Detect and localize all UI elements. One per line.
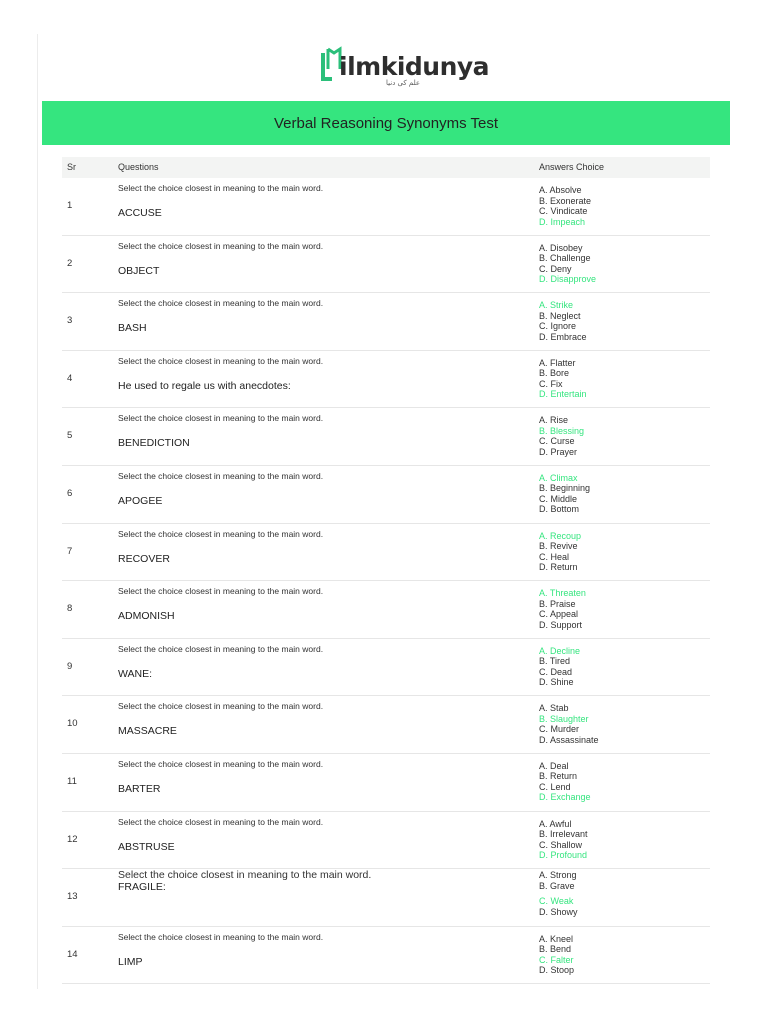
answer-option: C. Shallow: [539, 839, 583, 850]
row-number: 8: [67, 603, 73, 615]
answer-choices: [539, 531, 581, 573]
answer-option: B. Irrelevant: [539, 829, 588, 840]
answer-option: D. Support: [539, 619, 583, 630]
correct-answer-option: C. Weak: [539, 896, 574, 907]
answer-option: C. Dead: [539, 666, 573, 677]
answer-option: C. Ignore: [539, 321, 577, 332]
answer-option: C. Fix: [539, 378, 563, 389]
correct-answer-option: D. Impeach: [539, 216, 586, 227]
correct-answer-option: A. Climax: [539, 472, 578, 483]
row-number: 2: [67, 257, 73, 269]
answer-option: C. Middle: [539, 493, 578, 504]
question-word: ADMONISH: [118, 610, 175, 623]
answer-choices: [539, 588, 586, 630]
row-number: 3: [67, 315, 73, 327]
question-word: LIMP: [118, 955, 143, 968]
row-number: 7: [67, 545, 73, 557]
answer-option: B. Return: [539, 771, 578, 782]
answer-option: C. Appeal: [539, 609, 579, 620]
answer-choices: [539, 243, 596, 285]
question-word: APOGEE: [118, 494, 163, 507]
row-number: 11: [67, 775, 77, 787]
answer-option: A. Disobey: [539, 242, 583, 253]
question-prompt: Select the choice closest in meaning to the main word.: [118, 470, 324, 481]
table-row: [62, 869, 710, 927]
correct-answer-option: D. Exchange: [539, 792, 591, 803]
logo-subtitle: علم کی دنیا: [386, 79, 421, 87]
answer-option: B. Grave: [539, 880, 575, 891]
answer-choices: [539, 870, 578, 917]
correct-answer-option: B. Blessing: [539, 425, 585, 436]
answer-choices: [539, 646, 580, 688]
answer-option: D. Embrace: [539, 331, 587, 342]
answer-option: C. Lend: [539, 781, 571, 792]
answer-option: C. Curse: [539, 436, 575, 447]
question-prompt: Select the choice closest in meaning to the main word.: [118, 586, 324, 597]
question-prompt: Select the choice closest in meaning to the main word.: [118, 643, 324, 654]
answer-option: C. Heal: [539, 551, 570, 562]
question-word: FRAGILE:: [118, 881, 166, 894]
correct-answer-option: A. Recoup: [539, 530, 582, 541]
row-number: 14: [67, 948, 78, 960]
row-number: 13: [67, 891, 78, 903]
question-word: OBJECT: [118, 264, 160, 277]
question-word: RECOVER: [118, 552, 170, 565]
table-row: [62, 408, 710, 466]
answer-option: B. Bend: [539, 944, 572, 955]
page-title: Verbal Reasoning Synonyms Test: [273, 114, 499, 132]
answer-choices: [539, 761, 591, 803]
table-row: [62, 639, 710, 697]
answer-option: A. Flatter: [539, 357, 576, 368]
row-number: 10: [67, 718, 78, 730]
question-prompt: Select the choice closest in meaning to the main word.: [118, 931, 324, 942]
question-word: BASH: [118, 322, 147, 335]
question-prompt: Select the choice closest in meaning to the main word.: [118, 183, 324, 193]
answer-option: A. Strong: [539, 870, 577, 881]
answer-choices: [539, 415, 584, 457]
answer-option: A. Awful: [539, 818, 572, 829]
answer-option: B. Beginning: [539, 483, 591, 494]
question-word: ACCUSE: [118, 207, 162, 219]
question-prompt: Select the choice closest in meaning to the main word.: [118, 701, 324, 712]
table-row: [62, 927, 710, 985]
table-row: [62, 351, 710, 409]
answer-option: D. Assassinate: [539, 734, 599, 745]
answer-option: A. Rise: [539, 415, 569, 426]
table-row: [62, 581, 710, 639]
answer-option: D. Stoop: [539, 965, 575, 976]
answer-option: B. Bore: [539, 368, 570, 379]
row-number: 4: [67, 372, 73, 384]
answer-choices: [539, 703, 599, 745]
table-header: [62, 157, 710, 178]
answer-option: A. Stab: [539, 703, 569, 714]
question-word: BENEDICTION: [118, 437, 190, 450]
correct-answer-option: A. Threaten: [539, 588, 586, 599]
table-row: [62, 754, 710, 812]
question-prompt: Select the choice closest in meaning to the main word.: [118, 355, 324, 366]
answer-option: D. Prayer: [539, 446, 578, 457]
correct-answer-option: B. Slaughter: [539, 713, 589, 724]
answer-option: D. Return: [539, 562, 578, 573]
question-prompt: Select the choice closest in meaning to the main word.: [118, 758, 324, 769]
table-row: [62, 524, 710, 582]
page-edge: [37, 34, 38, 989]
correct-answer-option: C. Falter: [539, 954, 574, 965]
header-questions: Questions: [118, 162, 159, 172]
answer-option: D. Bottom: [539, 504, 580, 515]
site-logo[interactable]: [320, 45, 490, 91]
answer-choices: [539, 358, 587, 400]
row-number: 5: [67, 430, 73, 442]
answer-option: B. Challenge: [539, 253, 591, 264]
table-row: [62, 696, 710, 754]
row-number: 1: [67, 200, 73, 211]
answer-option: C. Deny: [539, 263, 572, 274]
answer-option: C. Murder: [539, 724, 580, 735]
answer-choices: [539, 934, 574, 976]
question-prompt: Select the choice closest in meaning to the main word.: [118, 298, 324, 309]
question-prompt: Select the choice closest in meaning to the main word.: [118, 816, 324, 827]
row-number: 6: [67, 487, 73, 499]
question-prompt: Select the choice closest in meaning to the main word.: [118, 869, 372, 882]
question-word: MASSACRE: [118, 725, 177, 738]
question-word: WANE:: [118, 667, 153, 680]
table-row: [62, 178, 710, 236]
question-table: [62, 178, 710, 984]
header-sr: Sr: [67, 162, 76, 172]
answer-option: A. Deal: [539, 760, 569, 771]
answer-option: B. Revive: [539, 541, 578, 552]
table-row: [62, 466, 710, 524]
question-word: He used to regale us with anecdotes:: [118, 379, 291, 392]
answer-choices: [539, 300, 587, 342]
title-banner: [42, 101, 730, 145]
answer-option: B. Exonerate: [539, 195, 592, 206]
logo-wordmark: ilmkidunya: [339, 52, 490, 81]
correct-answer-option: D. Entertain: [539, 389, 587, 400]
answer-option: B. Neglect: [539, 310, 581, 321]
question-prompt: Select the choice closest in meaning to the main word.: [118, 413, 324, 424]
answer-choices: [539, 819, 588, 861]
correct-answer-option: A. Strike: [539, 300, 574, 311]
answer-option: B. Praise: [539, 598, 576, 609]
correct-answer-option: D. Disapprove: [539, 274, 597, 285]
answer-option: D. Showy: [539, 906, 578, 917]
table-row: [62, 812, 710, 870]
question-prompt: Select the choice closest in meaning to the main word.: [118, 240, 324, 251]
answer-option: C. Vindicate: [539, 206, 588, 216]
answer-option: A. Absolve: [539, 185, 582, 195]
question-word: ABSTRUSE: [118, 840, 175, 853]
question-word: BARTER: [118, 782, 161, 795]
table-row: [62, 293, 710, 351]
answer-option: B. Tired: [539, 656, 571, 667]
answer-choices: [539, 473, 590, 515]
correct-answer-option: A. Decline: [539, 645, 581, 656]
row-number: 12: [67, 833, 78, 845]
question-prompt: Select the choice closest in meaning to the main word.: [118, 528, 324, 539]
table-row: [62, 236, 710, 294]
row-number: 9: [67, 660, 73, 672]
header-answers: Answers Choice: [539, 162, 605, 172]
answer-option: D. Shine: [539, 677, 574, 688]
answer-option: A. Kneel: [539, 933, 574, 944]
correct-answer-option: D. Profound: [539, 850, 588, 861]
answer-choices: [539, 185, 591, 227]
